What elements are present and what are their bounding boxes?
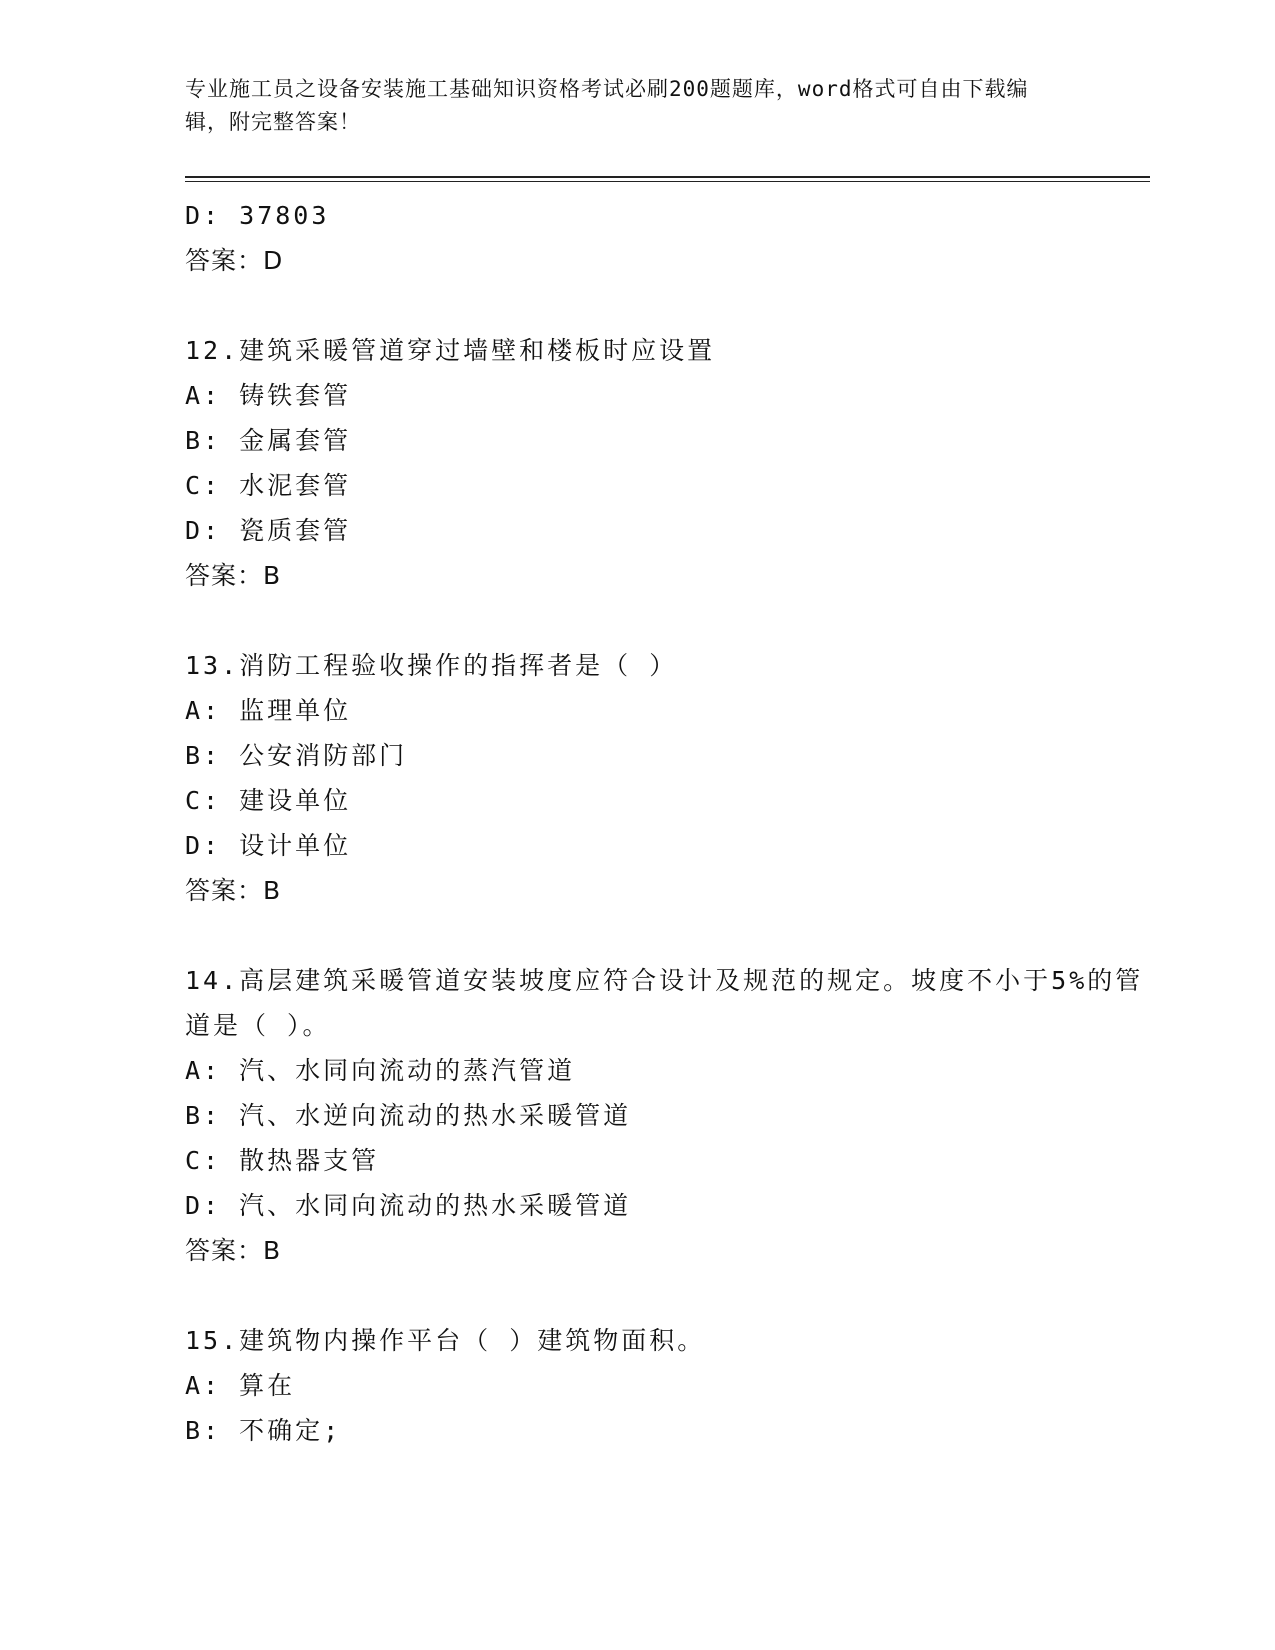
header-divider-thin	[185, 181, 1150, 182]
answer-line: 答案：B	[185, 876, 282, 905]
option-a: A: 铸铁套管	[185, 381, 352, 410]
option-b: B: 不确定;	[185, 1416, 342, 1445]
option-d: D: 瓷质套管	[185, 516, 352, 545]
option-c: C: 水泥套管	[185, 471, 352, 500]
option-d: D: 37803	[185, 201, 330, 230]
question-stem: 15.建筑物内操作平台（ ）建筑物面积。	[185, 1326, 706, 1355]
option-c: C: 散热器支管	[185, 1146, 380, 1175]
question-stem: 14.高层建筑采暖管道安装坡度应符合设计及规范的规定。坡度不小于5%的管道是（ ）。	[185, 966, 1144, 1040]
question-stem: 13.消防工程验收操作的指挥者是（ ）	[185, 651, 678, 680]
option-a: A: 监理单位	[185, 696, 352, 725]
page-header: 专业施工员之设备安装施工基础知识资格考试必刷200题题库，word格式可自由下载编辑，附完整答案！	[185, 77, 1029, 134]
question-stem: 12.建筑采暖管道穿过墙壁和楼板时应设置	[185, 336, 716, 365]
option-d: D: 设计单位	[185, 831, 352, 860]
option-b: B: 公安消防部门	[185, 741, 408, 770]
option-a: A: 算在	[185, 1371, 296, 1400]
option-b: B: 金属套管	[185, 426, 352, 455]
answer-line: 答案：B	[185, 1236, 282, 1265]
answer-line: 答案：B	[185, 561, 282, 590]
option-a: A: 汽、水同向流动的蒸汽管道	[185, 1056, 576, 1085]
option-d: D: 汽、水同向流动的热水采暖管道	[185, 1191, 632, 1220]
option-b: B: 汽、水逆向流动的热水采暖管道	[185, 1101, 632, 1130]
answer-line: 答案：D	[185, 246, 284, 275]
header-divider	[185, 176, 1150, 178]
option-c: C: 建设单位	[185, 786, 352, 815]
question-list	[185, 193, 1145, 1453]
